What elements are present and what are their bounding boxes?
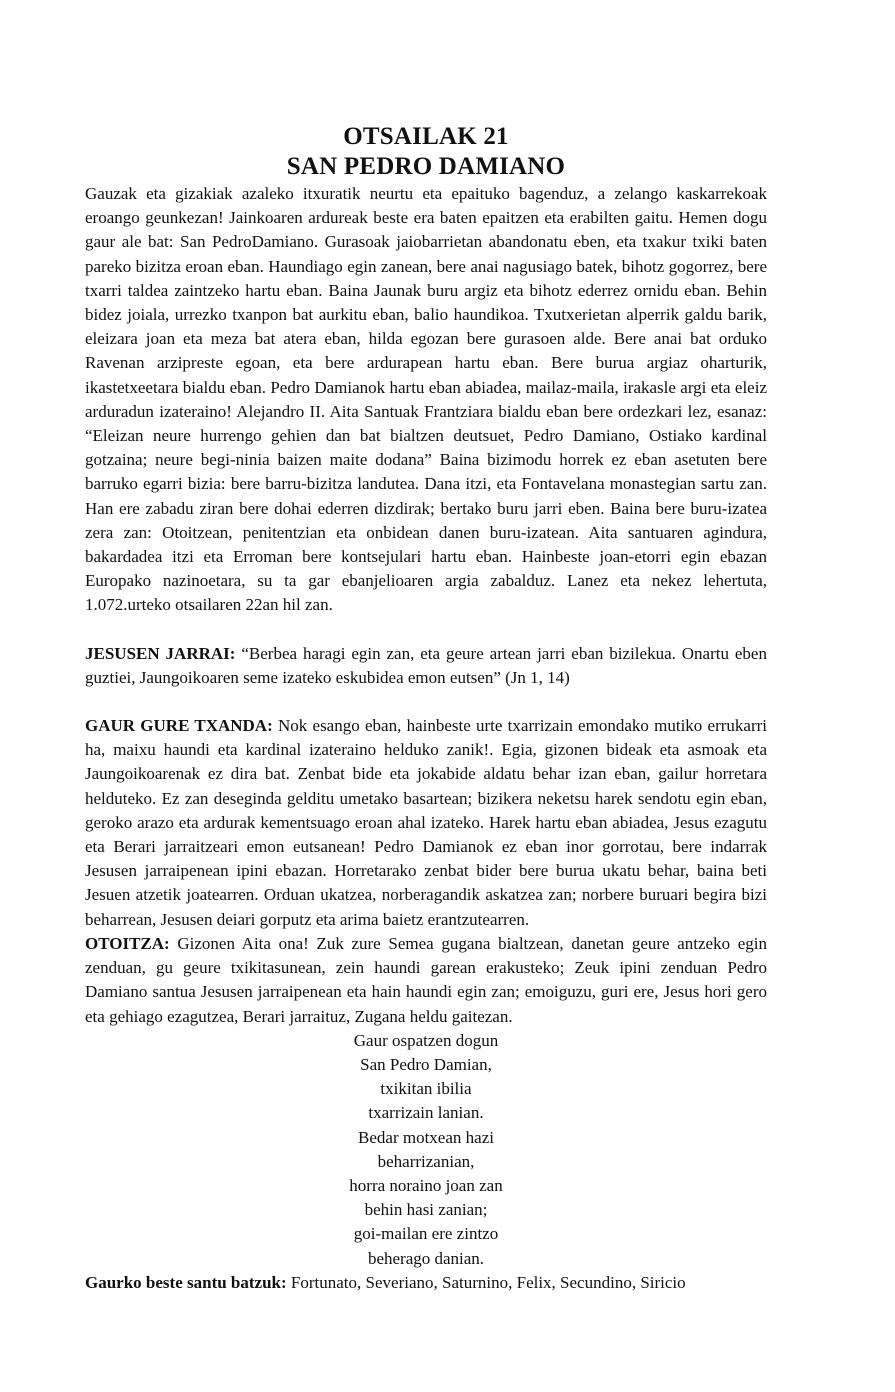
gaur-gure-txanda-text: Nok esango eban, hainbeste urte txarrizain emondako mutiko errukarri ha, maixu haundi eta kardinal izateraino helduko zanik!. Egia, gizonen bideak eta asmoak eta Jaungoikoarenak ez dira bat. Zenbat bide eta jokabide aldatu behar izan eban, gailur horretara helduteko. Ez zan deseginda gelditu umetako basartean; bizikera neketsu harek sendotu egin eban, geroko arazo eta ardurak kementsuago eroan ahal izateko. Harek hartu eban abiadea, Jesus ezagutu eta Berari jarraitzeari emon eutsanean! Pedro Damianok ez eban inor gorrotau, bere indarrak Jesusen jarraipenean ipini ebazan. Horretarako zenbat bider bere burua ukatu behar, baina beti Jesuen atzetik joatearren. Orduan ukatzea, norberagandik askatzea zan; norbere buruari begira bizi beharrean, Jesusen deiari gorputz eta arima baietz erantzutearren. (85, 716, 767, 929)
jesusen-jarrai-label: JESUSEN JARRAI: (85, 643, 236, 663)
intro-paragraph: Gauzak eta gizakiak azaleko itxuratik neurtu eta epaituko bagenduz, a zelango kaskarrekoak eroango geunkezan! Jainkoaren ardureak beste era baten epaitzen eta erabilten gaitu. Hemen dogu gaur ale bat: San PedroDamiano. Gurasoak jaiobarrietan abandonatu eben, eta txakur txiki baten pareko bizitza eroan eban. Haundiago egin zanean, bere anai nagusiago batek, bihotz gogorrez, bere txarri taldea zaintzeko hartu eban. Baina Jaunak buru argiz eta bihotz ederrez ornidu eban. Behin bidez joiala, urrezko txanpon bat aurkitu eban, balio haundikoa. Txutxerietan alperrik galdu barik, eleizara joan eta meza bat atera eban, hilda egozan bere gurasoen alde. Bere anai bat orduko Ravenan arzipreste egoan, eta bere ardurapean hartu eban. Bere burua argiaz oharturik, ikastetxeetara bialdu eban. Pedro Damianok hartu eban abiadea, mailaz-maila, irakasle argi eta eleiz arduradun izateraino! Alejandro II. Aita Santuak Frantziara bialdu eban bere ordezkari lez, esanaz: “Eleizan neure hurrengo gehien dan bat bialtzen deutsuet, Pedro Damiano, Ostiako kardinal gotzaina; neure begi-ninia baizen maite dodana” Baina bizimodu horrek ez eban asetuten bere barruko egarri bizia: bere barru-bizitza landutea. Dana itzi, eta Fontavelana monastegian sartu zan. Han ere zabadu ziran bere dohai ederren dizdirak; bertako buru jarri eben. Baina bere buru-izatea zera zan: Otoitzean, penitentzian eta onbidean danen buru-izatean. Aita santuaren agindura, bakardadea itzi eta Erroman bere kontsejulari hartu eban. Hainbeste joan-etorri egin ebazan Europako nazinoetara, su ta gar ebanjelioaren argia zabalduz. Lanez eta nekez lehertuta, 1.072.urteko otsailaren 22an hil zan. (85, 184, 767, 615)
poem-line: txikitan ibilia (380, 1079, 472, 1099)
poem-line: beherago danian. (367, 1248, 485, 1268)
otoitza-paragraph (85, 932, 767, 1029)
gaur-gure-txanda-label: GAUR GURE TXANDA: (85, 716, 273, 736)
poem-line: Gaur ospatzen dogun (353, 1030, 499, 1050)
document-page (85, 122, 767, 1295)
other-saints-label: Gaurko beste santu batzuk: (85, 1272, 287, 1292)
poem-line: San Pedro Damian, (360, 1054, 492, 1074)
poem-line: Bedar motxean hazi (358, 1127, 494, 1147)
date-title: OTSAILAK 21 (343, 123, 509, 150)
poem-line: txarrizain lanian. (368, 1103, 484, 1123)
otoitza-text: Gizonen Aita ona! Zuk zure Semea gugana bialtzean, danetan geure antzeko egin zenduan, gu geure txikitasunean, zein haundi garean erakusteko; Zeuk ipini zenduan Pedro Damiano santua Jesusen jarraipenean eta hain haundi egin zan; emoiguzu, guri ere, Jesus hori gero eta gehiago ezagutzea, Berari jarraituz, Zugana heldu gaitezan. (85, 933, 767, 1026)
poem (85, 1029, 767, 1271)
other-saints-text: Fortunato, Severiano, Saturnino, Felix, Secundino, Siricio (286, 1272, 686, 1292)
poem-line: goi-mailan ere zintzo (353, 1224, 499, 1244)
gaur-gure-txanda-paragraph (85, 714, 767, 932)
other-saints-paragraph (85, 1271, 767, 1295)
poem-line: beharrizanian, (377, 1151, 475, 1171)
jesusen-jarrai-text: “Berbea haragi egin zan, eta geure artean jarri eban bizilekua. Onartu eben guztiei, Jaungoikoaren seme izateko eskubidea emon eutsen” (Jn 1, 14) (85, 643, 767, 687)
saint-title: SAN PEDRO DAMIANO (286, 153, 566, 180)
poem-line: behin hasi zanian; (364, 1200, 488, 1220)
poem-line: horra noraino joan zan (349, 1175, 503, 1195)
otoitza-label: OTOITZA: (85, 933, 170, 953)
jesusen-jarrai-paragraph (85, 642, 767, 690)
